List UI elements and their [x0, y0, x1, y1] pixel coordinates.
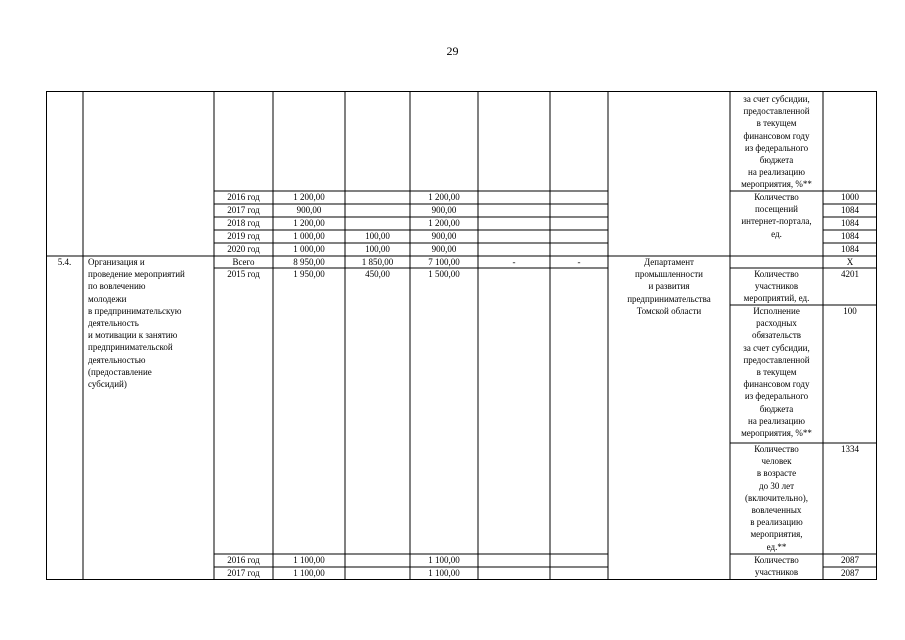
year-cell: 2017 год: [227, 568, 260, 578]
other-cell: -: [577, 257, 581, 267]
indicator-participants-text: Количество участников мероприятий, ед.: [743, 269, 810, 304]
total-cell: 1 100,00: [293, 568, 325, 578]
year-cell: 2018 год: [227, 218, 260, 228]
total-cell: 1 000,00: [293, 231, 325, 241]
year-cell: 2016 год: [227, 555, 260, 565]
indicator-value-cell: 1000: [841, 192, 859, 202]
indicator-value-cell: Х: [846, 257, 854, 267]
indicator-value-cell: 1084: [841, 231, 859, 241]
regional-cell: 7 100,00: [428, 257, 460, 267]
local-cell: -: [512, 257, 516, 267]
indicator-value-cell: 1084: [841, 218, 859, 228]
regional-cell: 900,00: [431, 231, 457, 241]
total-label: Всего: [232, 257, 255, 267]
federal-cell: 1 850,00: [361, 257, 394, 267]
indicator-visits-text: Количество посещений интернет-портала, ед.: [741, 192, 812, 239]
total-cell: 8 950,00: [293, 257, 325, 267]
indicator-subsidy-text-top: за счет субсидии, предоставленной в текущем финансовом году из федерального бюджета на реализацию мероприятия, %**: [741, 94, 812, 190]
regional-cell: 900,00: [431, 244, 457, 254]
year-cell: 2020 год: [227, 244, 260, 254]
executor: Департамент промышленности и развития предпринимательства Томской области: [627, 257, 711, 316]
regional-cell: 1 100,00: [428, 555, 460, 565]
regional-cell: 1 100,00: [428, 568, 460, 578]
activity-name: Организация и проведение мероприятий по вовлечению молодежи в предпринимательскую деятельность и мотивации к занятию предпринимательской деятельностью (предоставление субсидий): [88, 257, 185, 390]
total-cell: 1 100,00: [293, 555, 325, 565]
regional-cell: 1 200,00: [428, 192, 460, 202]
indicator-subsidy-text: Исполнение расходных обязательств за счет субсидии, предоставленной в текущем финансовом году из федерального бюджета на реализацию мероприятия, %**: [741, 306, 812, 439]
year-cell: 2015 год: [227, 269, 260, 279]
regional-cell: 900,00: [431, 205, 457, 215]
page-number: 29: [446, 44, 459, 58]
federal-cell: 100,00: [365, 231, 390, 241]
regional-cell: 1 500,00: [428, 269, 460, 279]
indicator-value-cell: 2087: [841, 555, 859, 565]
total-cell: 1 200,00: [293, 218, 325, 228]
total-cell: 1 000,00: [293, 244, 325, 254]
total-cell: 900,00: [296, 205, 322, 215]
indicator-value-cell: 4201: [841, 269, 859, 279]
row-number: 5.4.: [57, 257, 72, 267]
federal-cell: 100,00: [365, 244, 390, 254]
regional-cell: 1 200,00: [428, 218, 460, 228]
indicator-youth-text: Количество человек в возрасте до 30 лет (включительно), вовлеченных в реализацию мероприятия, ед.**: [745, 444, 808, 552]
indicator-value-cell: 1334: [841, 444, 859, 454]
total-cell: 1 200,00: [293, 192, 325, 202]
indicator-value-cell: 100: [843, 306, 857, 316]
indicator-value-cell: 1084: [841, 244, 859, 254]
federal-cell: 450,00: [365, 269, 390, 279]
budget-table: [46, 91, 877, 580]
year-cell: 2019 год: [227, 231, 260, 241]
indicator-value-cell: 1084: [841, 205, 859, 215]
year-cell: 2017 год: [227, 205, 260, 215]
total-cell: 1 950,00: [293, 269, 325, 279]
year-cell: 2016 год: [227, 192, 260, 202]
indicator-value-cell: 2087: [841, 568, 859, 578]
indicator-participants-text-later: Количество участников: [754, 555, 799, 578]
